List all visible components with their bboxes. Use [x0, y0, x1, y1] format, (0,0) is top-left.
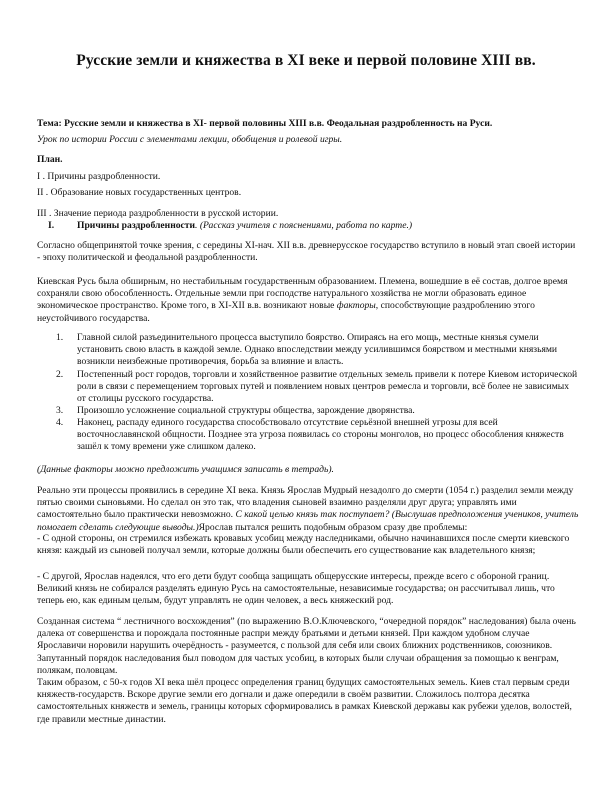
- paragraph-3-question: С какой целью князь так поступает? (Выслушав предположения учеников, учитель помогает сделать следующие выводы.): [37, 509, 579, 533]
- lesson-topic: Тема: Русские земли и княжества в XI- первой половины XIII в.в. Феодальная раздробленность на Руси.: [37, 118, 493, 129]
- section-1-note: . (Рассказ учителя с пояснениями, работа по карте.): [195, 220, 413, 231]
- document-title: Русские земли и княжества в XI веке и первой половине XIII вв.: [76, 52, 536, 69]
- factor-4-number: 4.: [56, 417, 64, 428]
- paragraph-7: Таким образом, с 50-х годов XI века шёл процесс определения границ будущих самостоятельных земель. Киев стал первым среди княжеств-государств. Вскоре другие земли его догнали и даже опередили в своём развитии. Сложилось полтора десятка самостоятельных княжеств и земель, границы которых сформировались в рамках Киевской державы как рубежи уделов, волостей, где правили местные династии.: [37, 677, 572, 725]
- plan-item-2: II . Образование новых государственных центров.: [37, 187, 242, 198]
- paragraph-3-part-b: Ярослав пытался решить подобным образом сразу две проблемы:: [198, 521, 468, 533]
- paragraph-6: Созданная система “ лестничного восхождения” (по выражению В.О.Ключевского, “очередной порядок” наследования) была очень далека от совершенства и порождала постоянные распри между братьями и детьми князей. При каждом удобном случае Ярославичи норовили нарушить очерёдность - разумеется, с пользой для себя или своих ближних родственников, союзников. Запутанный порядок наследования был поводом для частых усобиц, в которых были случаи обращения за помощью к венграм, полякам, половцам.: [37, 616, 576, 676]
- paragraph-1: Согласно общепринятой точке зрения, с середины XI-нач. XII в.в. древнерусское государство вступило в новый этап своей истории - эпоху политической и феодальной раздробленности.: [37, 240, 576, 264]
- lesson-note: Урок по истории России с элементами лекции, обобщения и ролевой игры.: [37, 134, 343, 145]
- factors-note: (Данные факторы можно предложить учащимся записать в тетрадь).: [37, 464, 334, 475]
- section-1-number: I.: [48, 220, 55, 231]
- plan-heading: План.: [37, 154, 63, 165]
- factor-3-text: Произошло усложнение социальной структуры общества, зарождение дворянства.: [77, 405, 415, 416]
- factor-4-text: Наконец, распаду единого государства способствовало отсутствие серьёзной внешней угрозы для всей восточнославянской общности. Позднее эта угроза появилась со стороны монголов, но процесс обособления княжеств зашёл к тому времени уже слишком далеко.: [77, 417, 564, 453]
- plan-item-3: III . Значение периода раздробленности в русской истории.: [37, 208, 279, 219]
- factor-2-number: 2.: [56, 369, 64, 380]
- section-1-title: Причины раздробленности: [77, 220, 196, 231]
- factor-2-text: Постепенный рост городов, торговли и хозяйственное развитие отдельных земель привели к потере Киевом исторической роли в связи с перемещением торговых путей и появлением новых центров ремесла и торговли, всё более не зависимых от столицы русского государства.: [77, 369, 578, 405]
- paragraph-5: - С другой, Ярослав надеялся, что его дети будут сообща защищать общерусские интересы, прежде всего с обороной границ. Великий князь не собирался разделять единую Русь на самостоятельные, независимые государства; он рассчитывал лишь, что теперь ею, как единым целым, будут управлять не один человек, а весь княжеский род.: [37, 571, 555, 607]
- factor-1-number: 1.: [56, 332, 64, 343]
- section-1-heading: [77, 220, 579, 232]
- paragraph-3: [37, 485, 579, 534]
- paragraph-2-factors: факторы: [336, 300, 376, 312]
- paragraph-2-part-b: , способствующие раздроблению этого неустойчивого государства.: [37, 300, 535, 324]
- factor-3-number: 3.: [56, 405, 64, 416]
- paragraph-3-part-a: Реально эти процессы проявились в середине XI века. Князь Ярослав Мудрый незадолго до смерти (1054 г.) разделил земли между пятью своими сыновьями. Но сделал он это так, что владения сыновей взаимно разделяли друг друга; управлять ими самостоятельно было практически невозможно.: [37, 485, 574, 521]
- plan-item-1: I . Причины раздробленности.: [37, 171, 161, 182]
- paragraph-4: - С одной стороны, он стремился избежать кровавых усобиц между наследниками, обычно начинавшихся после смерти киевского князя: каждый из сыновей получал земли, которые должны были обеспечить его существование как владетельного князя;: [37, 533, 570, 557]
- factor-1-text: Главной силой разъединительного процесса выступило боярство. Опираясь на его мощь, местные князья сумели установить свою власть в каждой земле. Однако впоследствии между усилившимся боярством и местными князьями возникли неизбежные противоречия, борьба за влияние и власть.: [77, 332, 558, 368]
- paragraph-2-part-a: Киевская Русь была обширным, но нестабильным государственным образованием. Племена, вошедшие в её состав, долгое время сохраняли свою обособленность. Отдельные земли при господстве натурального хозяйства не могли образовать единое экономическое пространство. Кроме того, в XI-XII в.в. возникают новые: [37, 276, 568, 312]
- paragraph-2: [37, 276, 579, 325]
